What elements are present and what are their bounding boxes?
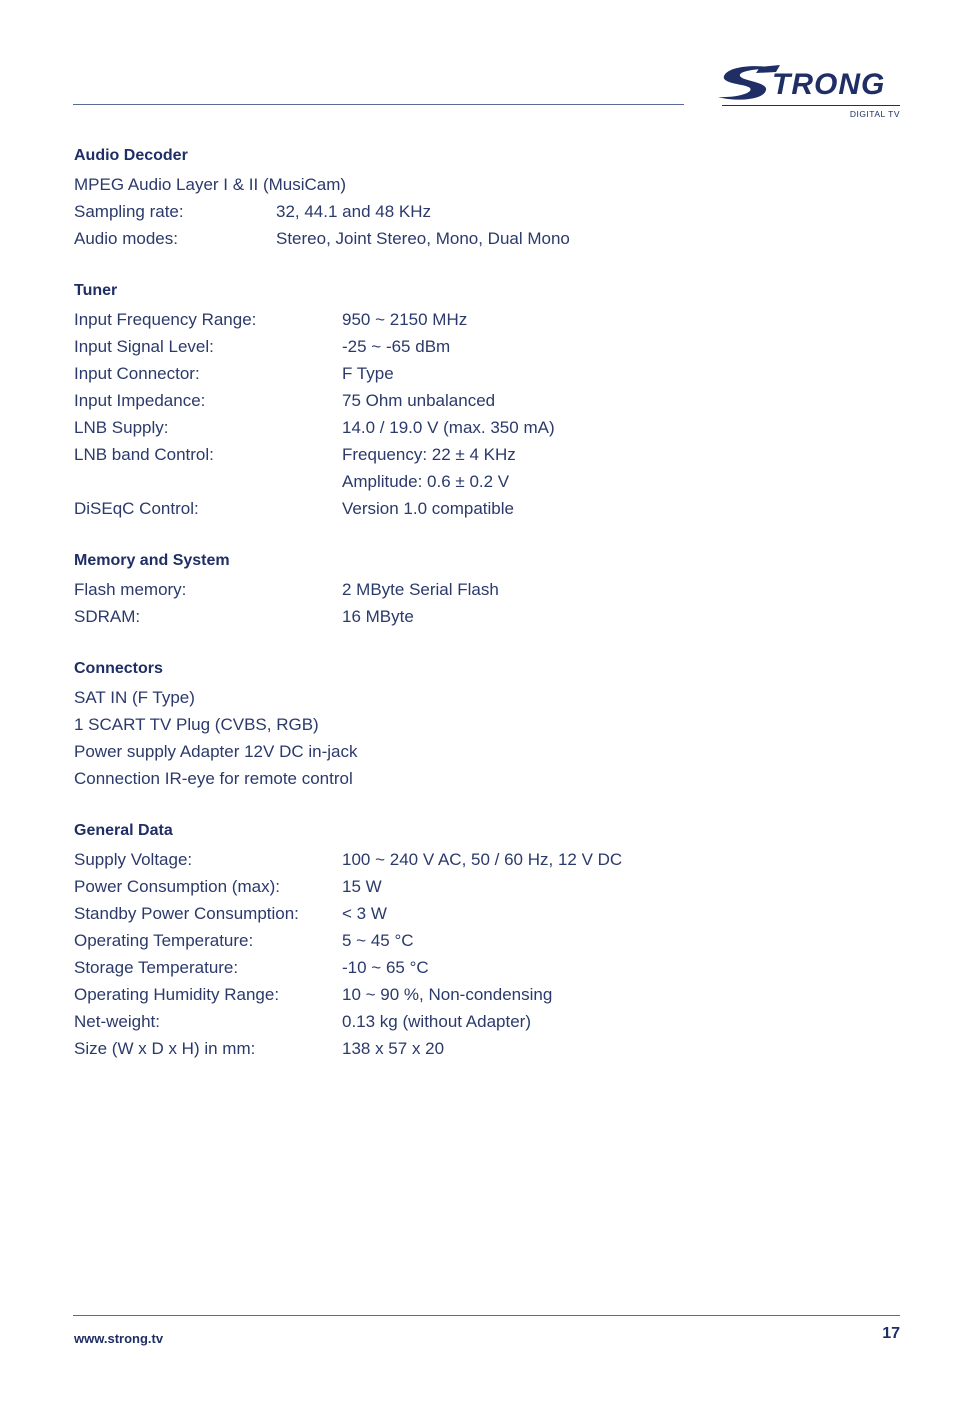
- spec-row: [74, 495, 774, 522]
- spec-label: SDRAM:: [74, 607, 141, 626]
- logo-underline: [722, 105, 900, 106]
- spec-row: [74, 306, 774, 333]
- header-rule: [73, 104, 684, 105]
- connector-item: SAT IN (F Type): [74, 688, 195, 707]
- section-title: Connectors: [74, 660, 163, 677]
- footer-rule: [73, 1315, 900, 1316]
- spec-label: Supply Voltage:: [74, 850, 193, 869]
- spec-label: Storage Temperature:: [74, 958, 239, 977]
- spec-label: Net-weight:: [74, 1012, 160, 1031]
- svg-text:TRONG: TRONG: [772, 68, 886, 101]
- spec-row: [74, 1008, 774, 1035]
- spec-value: -10 ~ 65 °C: [342, 958, 429, 977]
- spec-row: [74, 414, 774, 441]
- spec-value: Version 1.0 compatible: [342, 499, 514, 518]
- section-audio-decoder: [74, 144, 774, 252]
- section-title: Memory and System: [74, 552, 230, 569]
- spec-row: [74, 900, 774, 927]
- section-title: Audio Decoder: [74, 147, 188, 164]
- logo-subtitle: DIGITAL TV: [849, 109, 900, 119]
- spec-value: < 3 W: [342, 904, 387, 923]
- spec-value: Amplitude: 0.6 ± 0.2 V: [342, 472, 510, 491]
- section-connectors: [74, 657, 774, 792]
- section-memory-system: [74, 549, 774, 630]
- spec-value: 138 x 57 x 20: [342, 1039, 445, 1058]
- spec-row: [74, 603, 774, 630]
- spec-label: Audio modes:: [74, 229, 178, 248]
- spec-content: [74, 144, 774, 1089]
- spec-row: [74, 576, 774, 603]
- spec-row: [74, 927, 774, 954]
- page-number: 17: [882, 1325, 900, 1342]
- spec-value: 15 W: [342, 877, 382, 896]
- spec-label: Input Frequency Range:: [74, 310, 257, 329]
- spec-value: 10 ~ 90 %, Non-condensing: [342, 985, 553, 1004]
- connector-item: Power supply Adapter 12V DC in-jack: [74, 742, 358, 761]
- spec-label: Input Connector:: [74, 364, 200, 383]
- section-title: General Data: [74, 822, 173, 839]
- spec-row: [74, 954, 774, 981]
- spec-value: 5 ~ 45 °C: [342, 931, 414, 950]
- spec-line: MPEG Audio Layer I & II (MusiCam): [74, 175, 347, 194]
- spec-label: Power Consumption (max):: [74, 877, 280, 896]
- strong-logo-mark: [716, 64, 902, 104]
- spec-row: [74, 360, 774, 387]
- section-general-data: [74, 819, 774, 1062]
- spec-row: [74, 468, 774, 495]
- spec-label: Standby Power Consumption:: [74, 904, 299, 923]
- spec-row: [74, 1035, 774, 1062]
- spec-row: [74, 387, 774, 414]
- spec-row: [74, 981, 774, 1008]
- spec-row: [74, 333, 774, 360]
- spec-value: -25 ~ -65 dBm: [342, 337, 451, 356]
- spec-value: 0.13 kg (without Adapter): [342, 1012, 532, 1031]
- spec-row: [74, 225, 774, 252]
- spec-label: Flash memory:: [74, 580, 187, 599]
- spec-label: Sampling rate:: [74, 202, 184, 221]
- footer-website-link[interactable]: www.strong.tv: [74, 1331, 164, 1346]
- spec-value: 32, 44.1 and 48 KHz: [276, 202, 432, 221]
- spec-label: DiSEqC Control:: [74, 499, 199, 518]
- spec-label: Input Signal Level:: [74, 337, 214, 356]
- spec-label: LNB Supply:: [74, 418, 169, 437]
- spec-label: Size (W x D x H) in mm:: [74, 1039, 256, 1058]
- spec-label: Operating Temperature:: [74, 931, 254, 950]
- spec-value: 950 ~ 2150 MHz: [342, 310, 468, 329]
- spec-label: Input Impedance:: [74, 391, 206, 410]
- spec-value: 100 ~ 240 V AC, 50 / 60 Hz, 12 V DC: [342, 850, 623, 869]
- spec-label: LNB band Control:: [74, 445, 214, 464]
- section-title: Tuner: [74, 282, 118, 299]
- spec-row: [74, 846, 774, 873]
- spec-value: 14.0 / 19.0 V (max. 350 mA): [342, 418, 555, 437]
- spec-label: Operating Humidity Range:: [74, 985, 280, 1004]
- connector-item: 1 SCART TV Plug (CVBS, RGB): [74, 715, 319, 734]
- connector-item: Connection IR-eye for remote control: [74, 769, 353, 788]
- spec-row: [74, 873, 774, 900]
- spec-value: 75 Ohm unbalanced: [342, 391, 496, 410]
- spec-value: 2 MByte Serial Flash: [342, 580, 499, 599]
- spec-value: Stereo, Joint Stereo, Mono, Dual Mono: [276, 229, 570, 248]
- spec-row: [74, 441, 774, 468]
- spec-value: 16 MByte: [342, 607, 414, 626]
- section-tuner: [74, 279, 774, 522]
- spec-value: Frequency: 22 ± 4 KHz: [342, 445, 516, 464]
- strong-logo: [716, 64, 902, 120]
- spec-row: [74, 198, 774, 225]
- spec-label: [74, 468, 342, 495]
- spec-value: F Type: [342, 364, 394, 383]
